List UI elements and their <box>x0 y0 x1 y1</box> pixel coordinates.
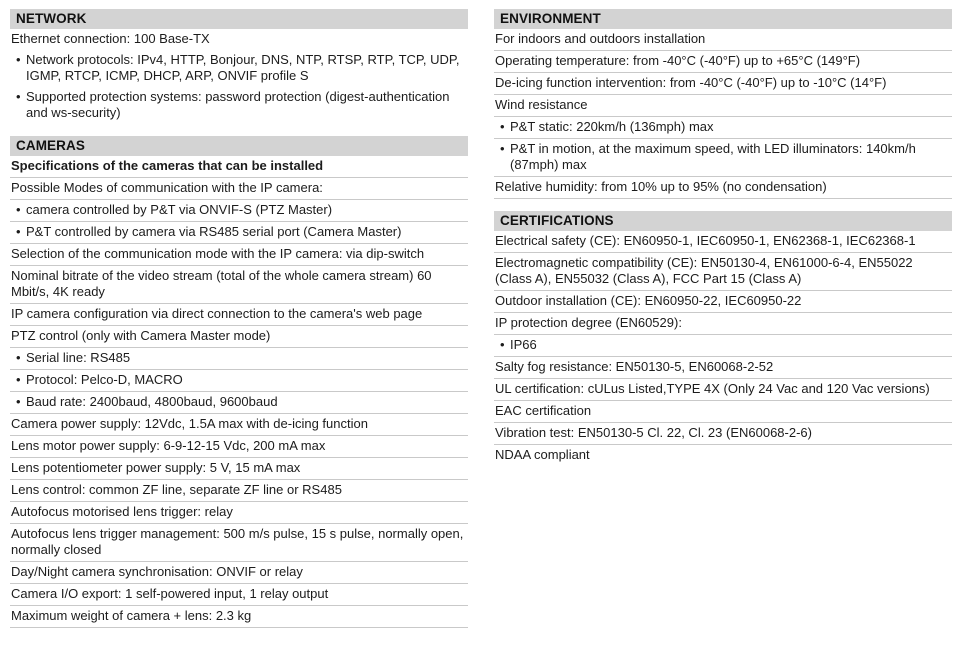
spec-row <box>494 357 952 379</box>
section-certifications <box>494 211 952 466</box>
bullet-icon: • <box>500 119 505 134</box>
spec-text: Possible Modes of communication with the IP camera: <box>11 180 323 195</box>
spec-row <box>494 73 952 95</box>
spec-row <box>10 304 468 326</box>
spec-row <box>494 423 952 445</box>
spec-row <box>10 458 468 480</box>
spec-row <box>10 562 468 584</box>
spec-text: Salty fog resistance: EN50130-5, EN60068-2-52 <box>495 359 774 374</box>
spec-row <box>10 326 468 348</box>
spec-row <box>494 51 952 73</box>
spec-text: P&T in motion, at the maximum speed, with LED illuminators: 140km/h (87mph) max <box>510 141 916 172</box>
bullet-icon: • <box>16 52 21 67</box>
spec-text: Maximum weight of camera + lens: 2.3 kg <box>11 608 252 623</box>
spec-text: IP protection degree (EN60529): <box>495 315 682 330</box>
bullet-icon: • <box>500 337 505 352</box>
bullet-icon: • <box>16 394 21 409</box>
spec-text: P&T controlled by camera via RS485 serial port (Camera Master) <box>26 224 402 239</box>
spec-text: Network protocols: IPv4, HTTP, Bonjour, DNS, NTP, RTSP, RTP, TCP, UDP, IGMP, RTCP, ICMP, DHCP, ARP, ONVIF profile S <box>26 52 460 83</box>
spec-text: Day/Night camera synchronisation: ONVIF or relay <box>11 564 303 579</box>
spec-row <box>494 313 952 335</box>
bullet-icon: • <box>16 372 21 387</box>
spec-row <box>494 445 952 466</box>
spec-text: Vibration test: EN50130-5 Cl. 22, Cl. 23 (EN60068-2-6) <box>495 425 812 440</box>
spec-row <box>494 291 952 313</box>
spec-text: Operating temperature: from -40°C (-40°F) up to +65°C (149°F) <box>495 53 861 68</box>
right-column <box>494 9 952 478</box>
spec-row <box>10 436 468 458</box>
spec-row <box>10 502 468 524</box>
spec-text: Autofocus motorised lens trigger: relay <box>11 504 233 519</box>
bullet-icon: • <box>500 141 505 156</box>
spec-text: IP camera configuration via direct connection to the camera's web page <box>11 306 423 321</box>
spec-text: Baud rate: 2400baud, 4800baud, 9600baud <box>26 394 278 409</box>
spec-text: P&T static: 220km/h (136mph) max <box>510 119 714 134</box>
spec-row <box>494 379 952 401</box>
spec-row <box>10 266 468 304</box>
spec-list <box>10 156 468 628</box>
bullet-icon: • <box>16 89 21 104</box>
spec-row <box>10 244 468 266</box>
spec-bullet-item <box>494 139 952 177</box>
spec-row <box>10 178 468 200</box>
spec-row <box>494 231 952 253</box>
spec-text: Nominal bitrate of the video stream (total of the whole camera stream) 60 Mbit/s, 4K ready <box>11 268 432 299</box>
spec-bullet-item <box>10 348 468 370</box>
spec-row <box>10 480 468 502</box>
spec-row <box>494 95 952 117</box>
spec-text: EAC certification <box>495 403 592 418</box>
spec-row <box>494 177 952 199</box>
spec-bullet-item <box>10 87 468 124</box>
spec-bullet-item <box>494 335 952 357</box>
section-title: NETWORK <box>10 9 468 29</box>
section-title: CAMERAS <box>10 136 468 156</box>
spec-text: Serial line: RS485 <box>26 350 131 365</box>
spec-text: Electromagnetic compatibility (CE): EN50130-4, EN61000-6-4, EN55022 (Class A), EN55032 (Class A), FCC Part 15 (Class A) <box>495 255 913 286</box>
spec-list <box>494 29 952 199</box>
bullet-icon: • <box>16 202 21 217</box>
spec-bullet-item <box>494 117 952 139</box>
spec-bullet-item <box>10 222 468 244</box>
spec-row <box>10 584 468 606</box>
spec-text: IP66 <box>510 337 537 352</box>
spec-list <box>494 231 952 466</box>
spec-text: Protocol: Pelco-D, MACRO <box>26 372 183 387</box>
spec-text: Electrical safety (CE): EN60950-1, IEC60950-1, EN62368-1, IEC62368-1 <box>495 233 916 248</box>
spec-row <box>10 414 468 436</box>
left-column <box>10 9 468 640</box>
spec-text: Supported protection systems: password protection (digest-authentication and ws-security) <box>26 89 450 120</box>
spec-text: De-icing function intervention: from -40°C (-40°F) up to -10°C (14°F) <box>495 75 887 90</box>
spec-text: Specifications of the cameras that can be installed <box>11 158 324 173</box>
spec-text: Selection of the communication mode with the IP camera: via dip-switch <box>11 246 425 261</box>
bullet-icon: • <box>16 224 21 239</box>
spec-text: Wind resistance <box>495 97 588 112</box>
spec-text: NDAA compliant <box>495 447 590 462</box>
spec-list <box>10 29 468 124</box>
spec-text: Camera I/O export: 1 self-powered input, 1 relay output <box>11 586 329 601</box>
spec-text: Ethernet connection: 100 Base-TX <box>11 31 210 46</box>
spec-text: Relative humidity: from 10% up to 95% (no condensation) <box>495 179 827 194</box>
spec-row <box>10 29 468 50</box>
spec-bullet-item <box>10 370 468 392</box>
spec-row <box>10 606 468 628</box>
spec-text: Lens control: common ZF line, separate ZF line or RS485 <box>11 482 342 497</box>
spec-text: PTZ control (only with Camera Master mode) <box>11 328 271 343</box>
bullet-icon: • <box>16 350 21 365</box>
spec-row <box>494 29 952 51</box>
spec-text: Camera power supply: 12Vdc, 1.5A max with de-icing function <box>11 416 368 431</box>
spec-text: Outdoor installation (CE): EN60950-22, IEC60950-22 <box>495 293 802 308</box>
spec-row <box>494 401 952 423</box>
spec-row <box>10 156 468 178</box>
spec-row <box>10 524 468 562</box>
spec-text: Lens potentiometer power supply: 5 V, 15 mA max <box>11 460 301 475</box>
spec-text: UL certification: cULus Listed,TYPE 4X (Only 24 Vac and 120 Vac versions) <box>495 381 930 396</box>
spec-text: For indoors and outdoors installation <box>495 31 706 46</box>
section-title: ENVIRONMENT <box>494 9 952 29</box>
spec-bullet-item <box>10 200 468 222</box>
spec-bullet-item <box>10 50 468 87</box>
spec-text: camera controlled by P&T via ONVIF-S (PTZ Master) <box>26 202 333 217</box>
section-environment <box>494 9 952 199</box>
section-title: CERTIFICATIONS <box>494 211 952 231</box>
spec-bullet-item <box>10 392 468 414</box>
section-cameras <box>10 136 468 628</box>
spec-text: Autofocus lens trigger management: 500 m/s pulse, 15 s pulse, normally open, normally closed <box>11 526 464 557</box>
spec-row <box>494 253 952 291</box>
section-network <box>10 9 468 124</box>
spec-text: Lens motor power supply: 6-9-12-15 Vdc, 200 mA max <box>11 438 326 453</box>
